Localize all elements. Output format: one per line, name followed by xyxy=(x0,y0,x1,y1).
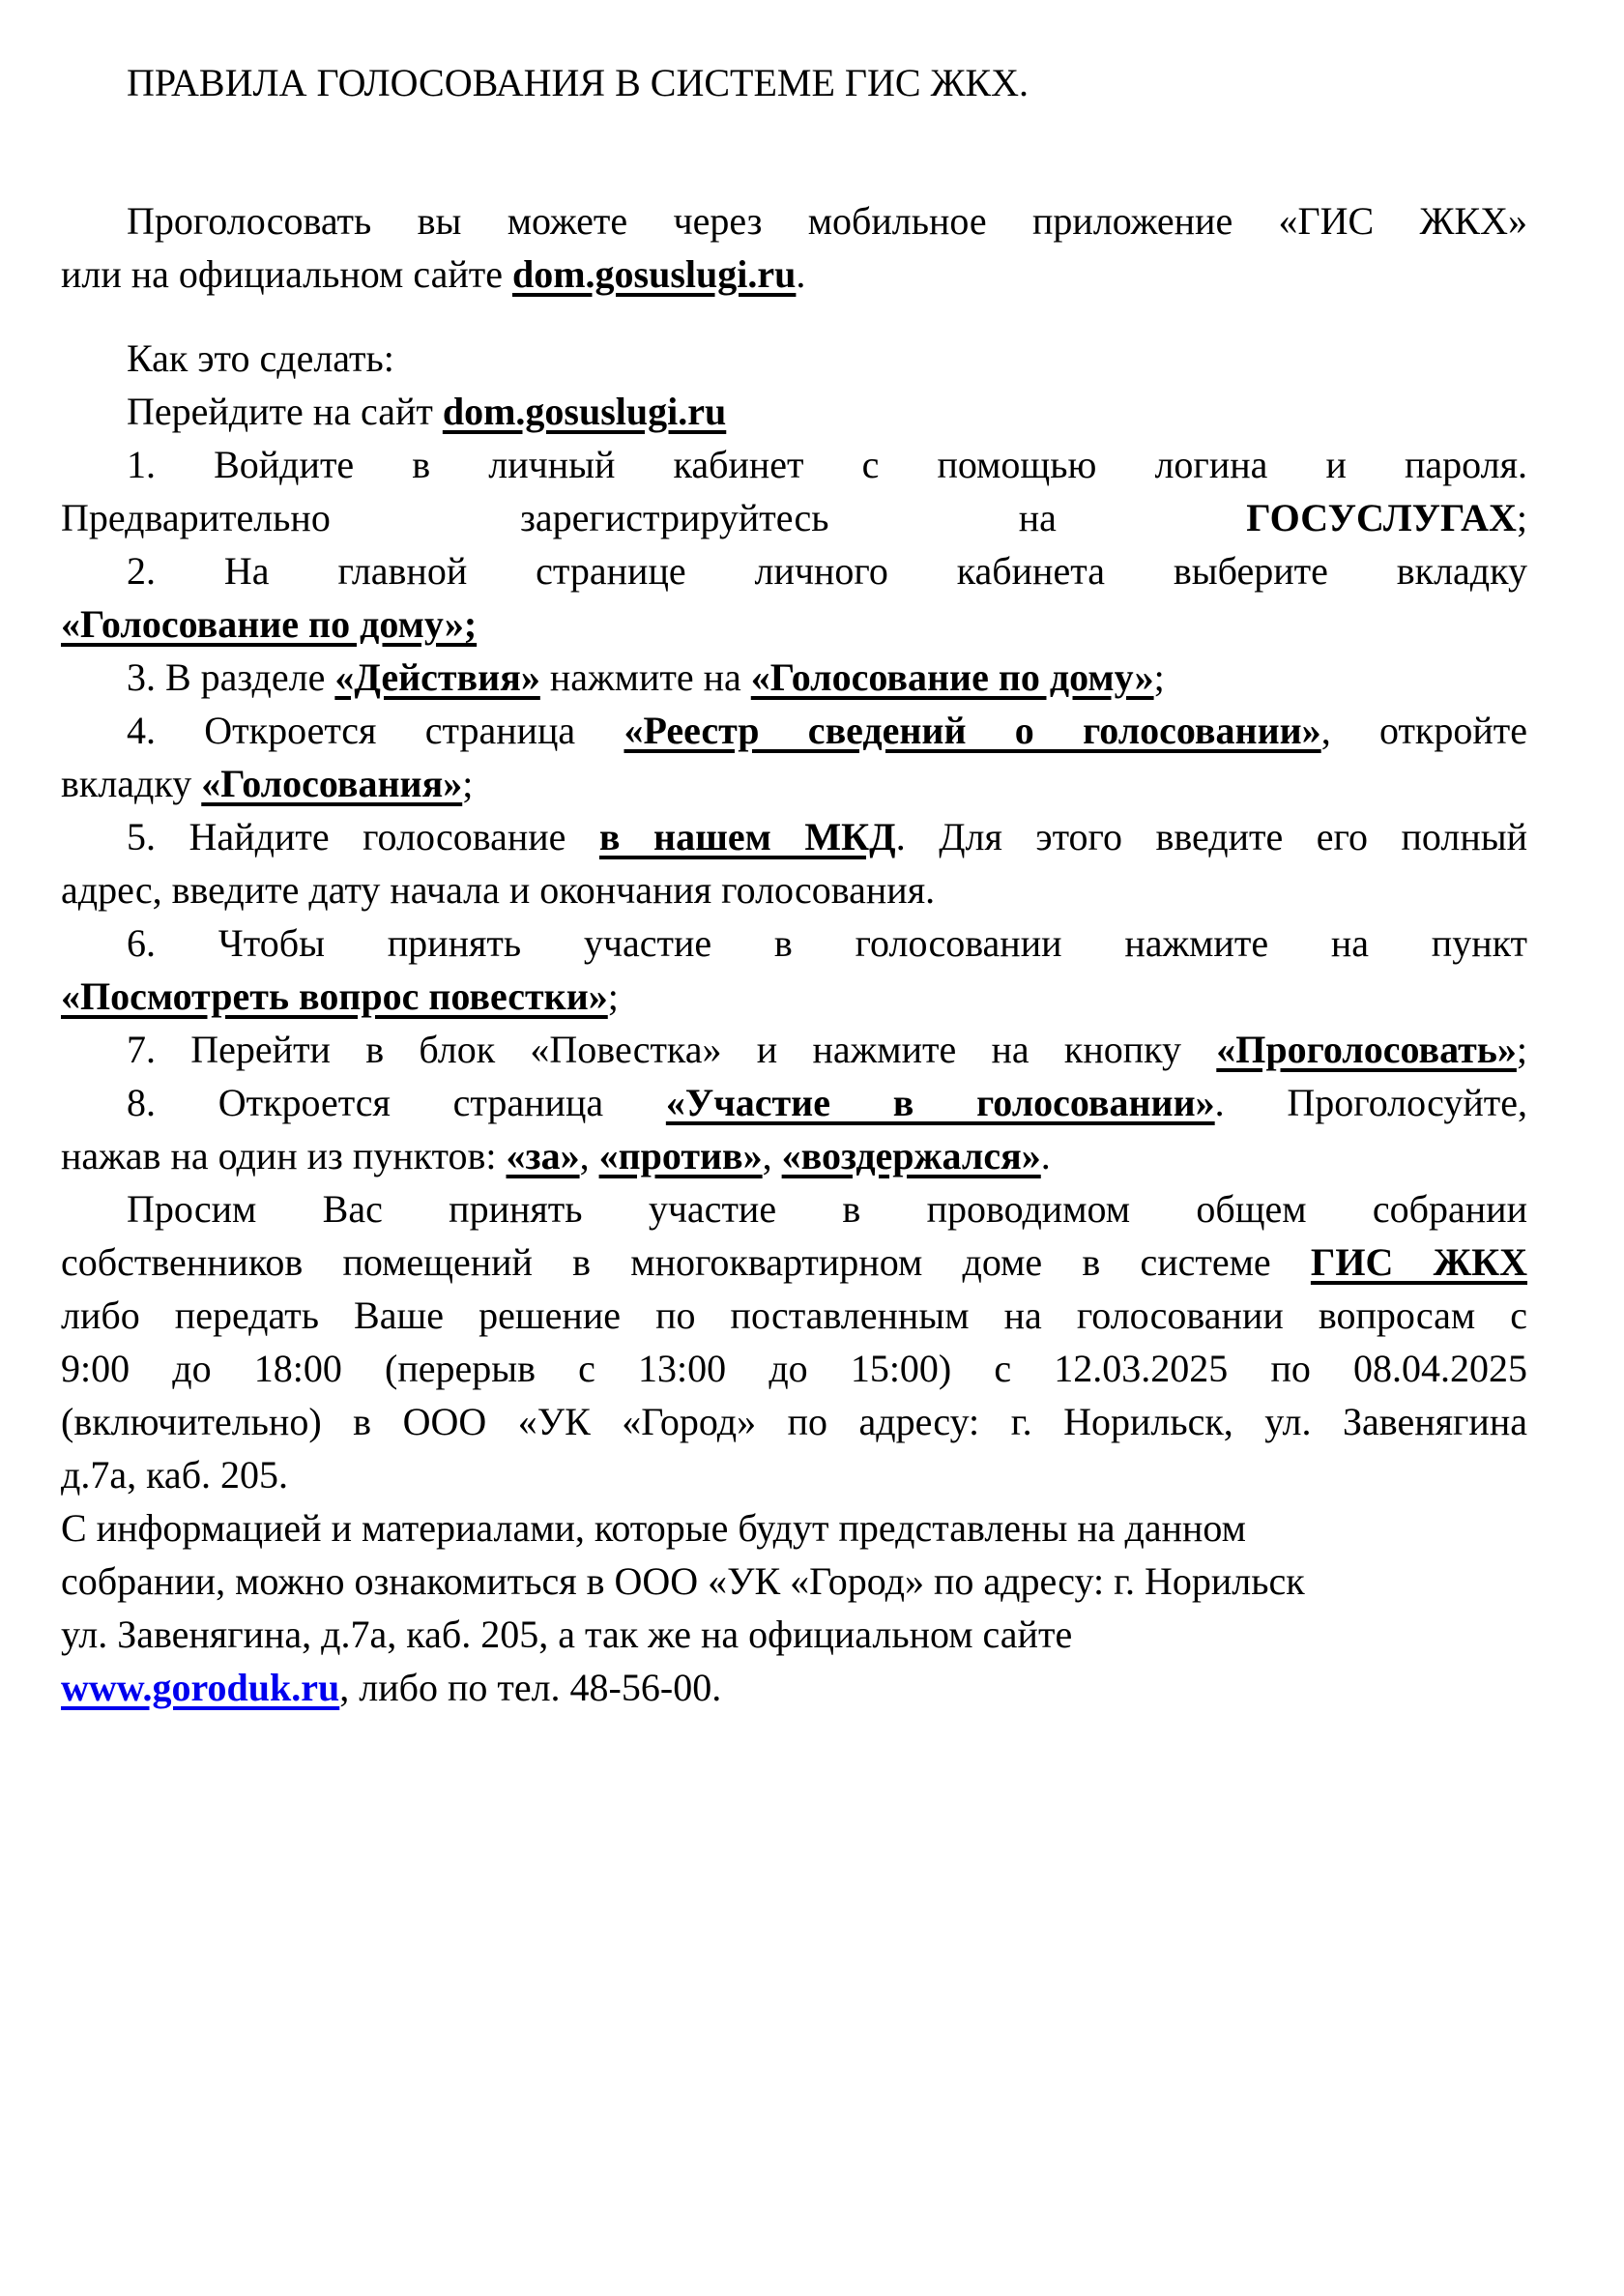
text-run: , xyxy=(762,1134,782,1177)
text-run: адрес, введите дату начала и окончания голосования. xyxy=(61,868,936,912)
gis-zhkh-emphasis: ГИС ЖКХ xyxy=(1310,1240,1528,1284)
request-line-4 xyxy=(61,1342,1527,1395)
text-run: ; xyxy=(607,974,619,1018)
vote-by-house-tab: «Голосование по дому»; xyxy=(61,602,478,646)
text-run: (включительно) в ООО «УК «Город» по адресу: г. Норильск, ул. Завенягина xyxy=(61,1400,1527,1443)
text-run: Проголосовать вы можете через мобильное приложение «ГИС ЖКХ» xyxy=(127,199,1527,243)
step-4-line-2 xyxy=(61,757,1527,810)
vote-by-house-tab: «Голосование по дому» xyxy=(750,655,1154,699)
step-1-line-1 xyxy=(61,438,1527,491)
vote-button-emphasis: «Проголосовать» xyxy=(1216,1028,1517,1071)
text-run: или на официальном сайте xyxy=(61,252,512,296)
document-title xyxy=(61,56,1527,109)
text-run: ; xyxy=(1516,1028,1527,1071)
request-line-5 xyxy=(61,1395,1527,1448)
dom-gosuslugi-site: dom.gosuslugi.ru xyxy=(511,252,797,296)
text-run: 5. Найдите голосование xyxy=(127,815,599,858)
option-for: «за» xyxy=(506,1134,580,1177)
text-run: нажав на один из пунктов: xyxy=(61,1134,507,1177)
step-4-line-1 xyxy=(61,704,1527,757)
step-3-line-1 xyxy=(61,651,1527,704)
text-run: ул. Завенягина, д.7а, каб. 205, а так же на официальном сайте xyxy=(61,1613,1073,1656)
goroduk-link[interactable]: www.goroduk.ru xyxy=(61,1666,340,1709)
text-run: 8. Откроется страница xyxy=(127,1081,666,1124)
dom-gosuslugi-site: dom.gosuslugi.ru xyxy=(442,390,727,433)
intro-line-1 xyxy=(61,194,1527,247)
participation-page: «Участие в голосовании» xyxy=(665,1081,1215,1124)
step-2-line-2 xyxy=(61,597,1527,651)
text-run: 4. Откроется страница xyxy=(127,709,624,752)
our-mkd-emphasis: в нашем МКД xyxy=(598,815,896,858)
text-run: . xyxy=(1040,1134,1051,1177)
text-run: . xyxy=(796,252,806,296)
intro-line-2 xyxy=(61,247,1527,301)
info-line-4 xyxy=(61,1661,1527,1714)
text-run: собрании, можно ознакомиться в ООО «УК «Город» по адресу: г. Норильск xyxy=(61,1559,1305,1603)
text-run: Предварительно зарегистрируйтесь на xyxy=(61,496,1247,539)
goto-site-line xyxy=(61,385,1527,438)
text-run: . Для этого введите его полный xyxy=(895,815,1528,858)
request-line-3 xyxy=(61,1289,1527,1342)
text-run: , откройте xyxy=(1320,709,1528,752)
info-line-3 xyxy=(61,1608,1527,1661)
text-run: ; xyxy=(462,762,474,805)
text-run: нажмите на xyxy=(539,655,751,699)
text-run: вкладку xyxy=(61,762,202,805)
text-run: Просим Вас принять участие в проводимом общем собрании xyxy=(127,1187,1527,1231)
text-run: , либо по тел. 48-56-00. xyxy=(339,1666,722,1709)
step-2-line-1 xyxy=(61,544,1527,597)
request-line-1 xyxy=(61,1182,1527,1235)
text-run: 2. На главной странице личного кабинета выберите вкладку xyxy=(127,549,1527,593)
view-agenda-item: «Посмотреть вопрос повестки» xyxy=(61,974,608,1018)
step-6-line-1 xyxy=(61,916,1527,970)
text-run: 1. Войдите в личный кабинет с помощью логина и пароля. xyxy=(127,443,1527,486)
step-5-line-2 xyxy=(61,863,1527,916)
text-run: 7. Перейти в блок «Повестка» и нажмите на кнопку xyxy=(127,1028,1217,1071)
step-5-line-1 xyxy=(61,810,1527,863)
document-title-text: ПРАВИЛА ГОЛОСОВАНИЯ В СИСТЕМЕ ГИС ЖКХ. xyxy=(127,61,1029,104)
option-against: «против» xyxy=(598,1134,763,1177)
text-run: С информацией и материалами, которые будут представлены на данном xyxy=(61,1506,1246,1550)
step-8-line-1 xyxy=(61,1076,1527,1129)
spacer-after-title xyxy=(61,109,1527,194)
text-run: собственников помещений в многоквартирном доме в системе xyxy=(61,1240,1311,1284)
registry-page: «Реестр сведений о голосовании» xyxy=(624,709,1321,752)
text-run: ; xyxy=(1153,655,1165,699)
request-line-6 xyxy=(61,1448,1527,1501)
text-run: 6. Чтобы принять участие в голосовании нажмите на пункт xyxy=(127,921,1527,965)
step-1-line-2 xyxy=(61,491,1527,544)
step-8-line-2 xyxy=(61,1129,1527,1182)
info-line-2 xyxy=(61,1555,1527,1608)
text-run: 9:00 до 18:00 (перерыв с 13:00 до 15:00) с 12.03.2025 по 08.04.2025 xyxy=(61,1347,1527,1390)
votings-tab: «Голосования» xyxy=(201,762,463,805)
text-run: Как это сделать: xyxy=(127,336,394,380)
text-run: либо передать Ваше решение по поставленным на голосовании вопросам с xyxy=(61,1293,1527,1337)
text-run: , xyxy=(579,1134,599,1177)
text-run: 3. В разделе xyxy=(127,655,335,699)
text-run: Перейдите на сайт xyxy=(127,390,443,433)
how-to-heading xyxy=(61,332,1527,385)
spacer-after-intro xyxy=(61,301,1527,332)
info-line-1 xyxy=(61,1501,1527,1555)
text-run: ; xyxy=(1516,496,1527,539)
actions-section: «Действия» xyxy=(334,655,540,699)
request-line-2 xyxy=(61,1235,1527,1289)
text-run: д.7а, каб. 205. xyxy=(61,1453,289,1497)
step-7-line-1 xyxy=(61,1023,1527,1076)
option-abstained: «воздержался» xyxy=(781,1134,1041,1177)
text-run: . Проголосуйте, xyxy=(1214,1081,1527,1124)
step-6-line-2 xyxy=(61,970,1527,1023)
gosuslugi-emphasis: ГОСУСЛУГАХ xyxy=(1246,496,1517,539)
